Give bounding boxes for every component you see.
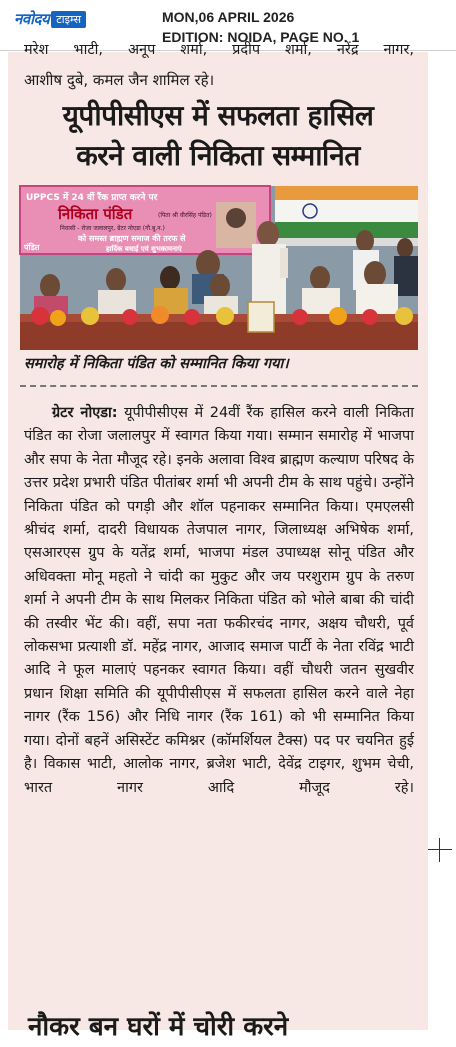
event-photo	[20, 186, 418, 350]
article-headline	[18, 96, 418, 176]
banner-name: निकिता पंडित	[58, 205, 133, 223]
banner-left-text: पंडित	[24, 243, 40, 252]
article-paragraph	[24, 402, 414, 800]
edition-page-info: EDITION: NOIDA, PAGE NO. 1	[162, 29, 360, 45]
banner-text-line5: हार्दिक बधाई एवं शुभकामनाएं	[106, 245, 182, 253]
headline-line-2: करने वाली निकिता सम्मानित	[76, 139, 360, 172]
logo-sub-text: टाइम्स	[51, 11, 86, 28]
newspaper-logo	[14, 8, 86, 30]
article-text: यूपीपीसीएस में 24वीं रैंक हासिल करने वाली निकिता पंडित का रोजा जलालपुर में स्वागत किया गया। सम्मान समारोह में भाजपा और सपा के नेता मौजूद रहे। इनके अलावा विश्व ब्राह्मण कल्याण परिषद के उत्तर प्रदेश प्रभारी पंडित पीतांबर शर्मा भी अपनी टीम के साथ पहुंचे। उन्होंने निकिता पंडित को पगड़ी और शॉल पहनाकर सम्मानित किया। एमएलसी श्रीचंद शर्मा, दादरी विधायक तेजपाल नागर, जिलाध्यक्ष अभिषेक शर्मा, एसआरएस ग्रुप के यतेंद्र शर्मा, भाजपा मंडल उपाध्यक्ष सोनू पंडित और अधिवक्ता मोनू महतो ने चांदी का मुकुट और जय परशुराम ग्रुप के तरुण शर्मा ने अपनी टीम के साथ मिलकर निकिता पंडित को भोले बाबा की चांदी की तस्वीर भेंट की। वहीं, सपा नता फकीरचंद नागर, अक्षय चौधरी, पूर्व लोकसभा प्रत्याशी डॉ. महेंद्र नागर, आजाद समाज पार्टी के नेता रविंद्र भाटी आदि ने फूल मालाएं पहनकर स्वागत किया। वहीं चौधरी जतन सुखवीर प्रधान शिक्षा समिति की यूपीपीसीएस में सफलता हासिल करने वाले नेहा नागर (रैंक 156) और निधि नागर (रैंक 161) को भी सम्मानित किया गया। दोनों बहनें असिस्टेंट कमिश्नर (कॉमर्शियल टैक्स) पद पर चयनित हुई है। विकास भाटी, आलोक नागर, ब्रजेश भाटी, देवेंद्र टाइगर, शुभम चेची, भारत नागर आदि मौजूद रहे।	[24, 405, 414, 796]
headline-line-1: यूपीपीसीएस में सफलता हासिल	[62, 99, 374, 132]
banner-text-line4: को समस्त ब्राह्मण समाज की तरफ से	[78, 234, 186, 243]
previous-article-cut-line: मरेश भाटी, अनूप शर्मा, प्रदीप शर्मा, नरेंद्र नागर,	[24, 42, 414, 58]
next-article-headline-cut: नौकर बन घरों में चोरी करने	[28, 1012, 289, 1042]
photo-caption: समारोह में निकिता पंडित को सम्मानित किया गया।	[24, 356, 289, 372]
dashed-divider	[20, 385, 418, 387]
logo-main-text: नवोदय	[14, 10, 50, 28]
crosshair-icon	[428, 838, 452, 862]
previous-article-last-line: आशीष दुबे, कमल जैन शामिल रहे।	[24, 71, 215, 89]
banner-place: निवासी - रोजा जलालपुर, ग्रेटर नोएडा (गौ.बु.न.)	[60, 225, 165, 232]
banner-text-line1: UPPCS में 24 वीं रैंक प्राप्त करने पर	[26, 193, 158, 203]
news-clipping	[8, 42, 428, 1042]
dateline: ग्रेटर नोएडा:	[52, 405, 118, 421]
banner-father: (पिता श्री वीरसिंह पंडित)	[158, 212, 212, 219]
edition-date: MON,06 APRIL 2026	[162, 9, 295, 25]
article-body	[24, 402, 414, 800]
